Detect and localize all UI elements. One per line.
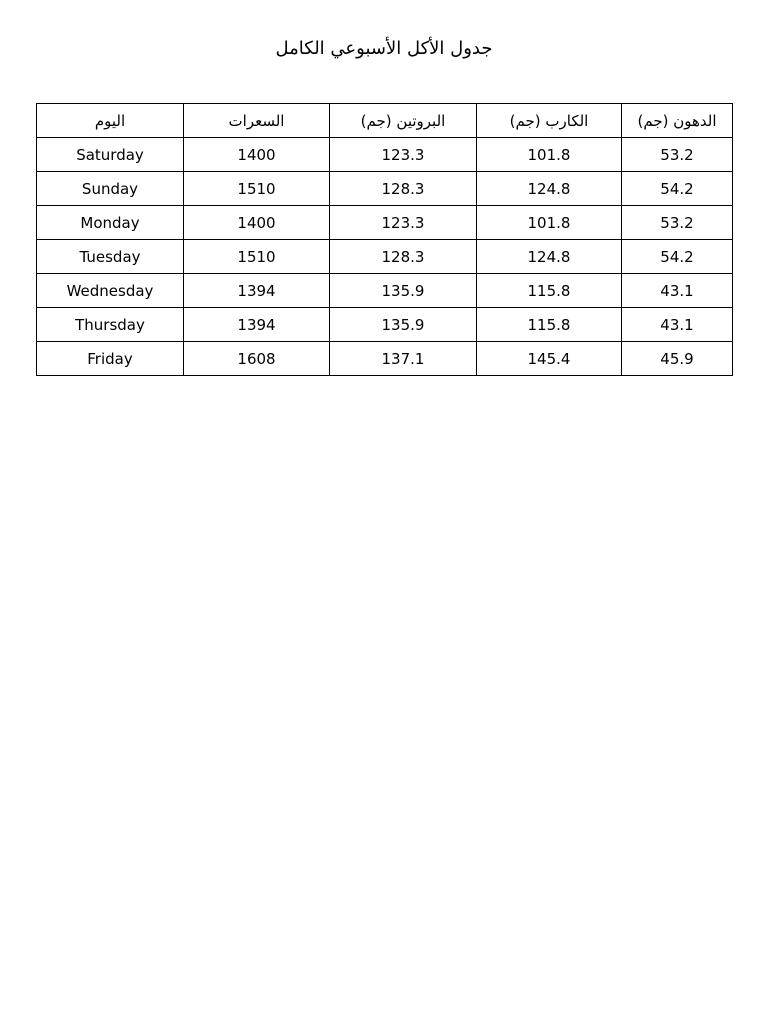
table-row bbox=[37, 308, 733, 342]
weekly-meal-table bbox=[36, 103, 733, 376]
cell-fat: 45.9 bbox=[622, 342, 733, 376]
cell-day: Tuesday bbox=[37, 240, 184, 274]
header-protein: البروتين (جم) bbox=[330, 104, 477, 138]
cell-fat: 43.1 bbox=[622, 274, 733, 308]
cell-day: Saturday bbox=[37, 138, 184, 172]
cell-day: Friday bbox=[37, 342, 184, 376]
cell-calories: 1394 bbox=[184, 308, 330, 342]
cell-day: Monday bbox=[37, 206, 184, 240]
table-header bbox=[37, 104, 733, 138]
table-row bbox=[37, 172, 733, 206]
cell-fat: 53.2 bbox=[622, 206, 733, 240]
cell-carbs: 115.8 bbox=[477, 274, 622, 308]
cell-protein: 123.3 bbox=[330, 138, 477, 172]
cell-calories: 1394 bbox=[184, 274, 330, 308]
cell-protein: 128.3 bbox=[330, 240, 477, 274]
cell-day: Wednesday bbox=[37, 274, 184, 308]
cell-fat: 43.1 bbox=[622, 308, 733, 342]
cell-fat: 54.2 bbox=[622, 172, 733, 206]
header-day: اليوم bbox=[37, 104, 184, 138]
cell-calories: 1608 bbox=[184, 342, 330, 376]
cell-carbs: 101.8 bbox=[477, 138, 622, 172]
header-row bbox=[37, 104, 733, 138]
table-body bbox=[37, 138, 733, 376]
cell-protein: 137.1 bbox=[330, 342, 477, 376]
cell-protein: 128.3 bbox=[330, 172, 477, 206]
cell-carbs: 124.8 bbox=[477, 172, 622, 206]
table-row bbox=[37, 342, 733, 376]
cell-carbs: 145.4 bbox=[477, 342, 622, 376]
cell-fat: 53.2 bbox=[622, 138, 733, 172]
cell-calories: 1400 bbox=[184, 206, 330, 240]
cell-carbs: 101.8 bbox=[477, 206, 622, 240]
cell-day: Sunday bbox=[37, 172, 184, 206]
table-row bbox=[37, 206, 733, 240]
cell-day: Thursday bbox=[37, 308, 184, 342]
table-row bbox=[37, 138, 733, 172]
cell-carbs: 115.8 bbox=[477, 308, 622, 342]
table-row bbox=[37, 240, 733, 274]
cell-protein: 123.3 bbox=[330, 206, 477, 240]
cell-protein: 135.9 bbox=[330, 308, 477, 342]
cell-protein: 135.9 bbox=[330, 274, 477, 308]
page-title: جدول الأكل الأسبوعي الكامل bbox=[275, 38, 493, 59]
cell-calories: 1510 bbox=[184, 240, 330, 274]
cell-fat: 54.2 bbox=[622, 240, 733, 274]
cell-carbs: 124.8 bbox=[477, 240, 622, 274]
header-carbs: الكارب (جم) bbox=[477, 104, 622, 138]
cell-calories: 1510 bbox=[184, 172, 330, 206]
cell-calories: 1400 bbox=[184, 138, 330, 172]
header-fat: الدهون (جم) bbox=[622, 104, 733, 138]
table-row bbox=[37, 274, 733, 308]
header-calories: السعرات bbox=[184, 104, 330, 138]
